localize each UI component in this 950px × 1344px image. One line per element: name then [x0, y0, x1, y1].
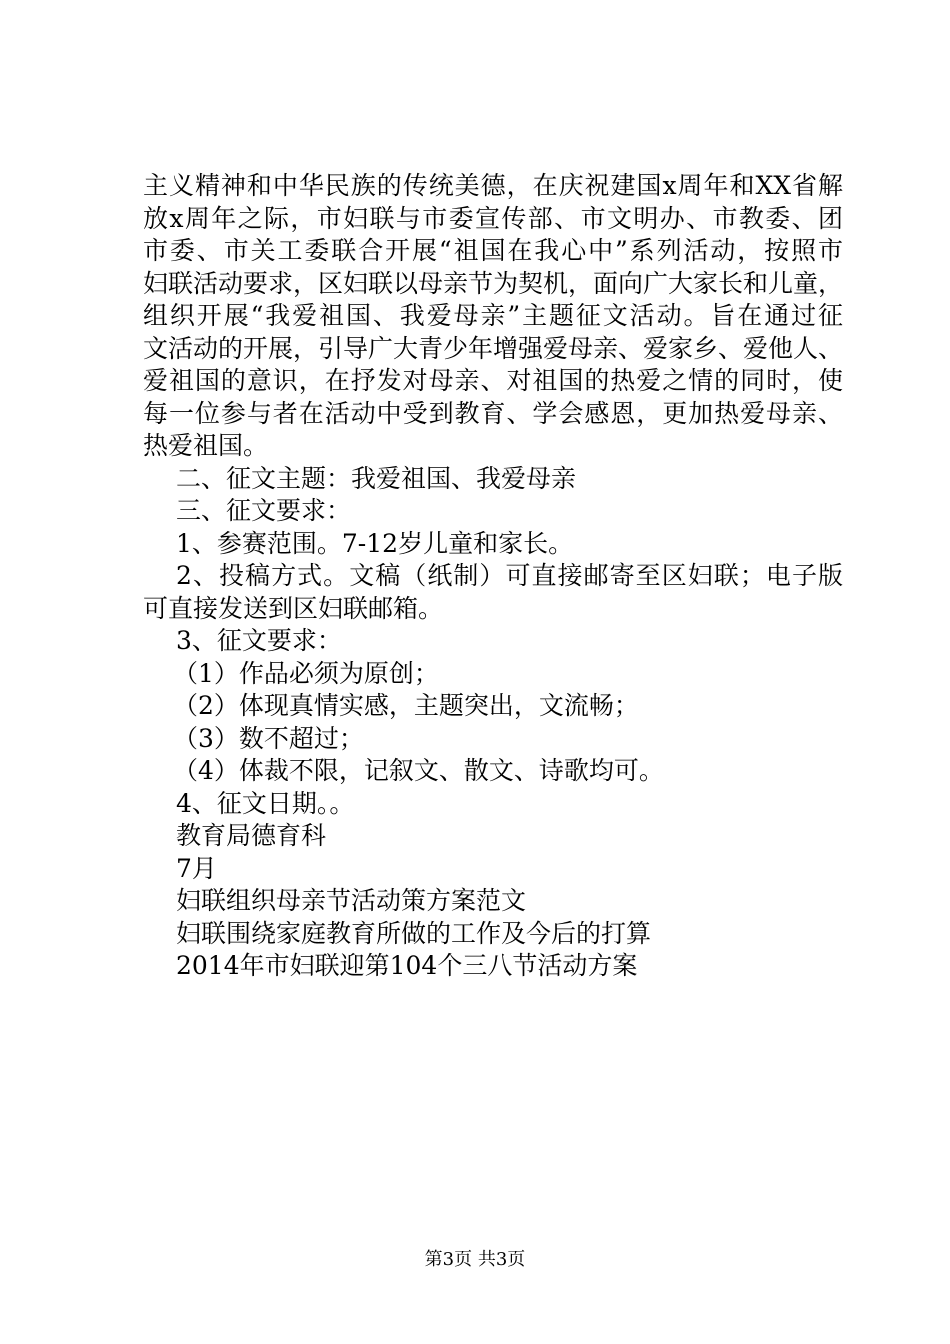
requirement-submission-line-1: 2、投稿方式。文稿（纸制）可直接邮寄至区妇联；电子版 — [176, 561, 843, 590]
requirement-date: 4、征文日期。。 — [176, 788, 355, 818]
intro-line-5: 组织开展“我爱祖国、我爱母亲”主题征文活动。旨在通过征 — [143, 301, 843, 330]
theme-heading: 二、征文主题：我爱祖国、我爱母亲 — [176, 463, 577, 493]
signature-date: 7月 — [176, 853, 217, 883]
intro-line-8: 每一位参与者在活动中受到教育、学会感恩，更加热爱母亲、 — [143, 398, 843, 428]
requirement-submission-line-2: 可直接发送到区妇联邮箱。 — [143, 593, 444, 623]
intro-line-1: 主义精神和中华民族的传统美德，在庆祝建国x周年和XX省解 — [143, 171, 843, 200]
intro-line-7: 爱祖国的意识，在抒发对母亲、对祖国的热爱之情的同时，使 — [143, 366, 843, 395]
related-article-1: 妇联组织母亲节活动策方案范文 — [176, 886, 527, 915]
requirement-essay-heading: 3、征文要求： — [176, 626, 342, 655]
requirement-scope: 1、参赛范围。7-12岁儿童和家长。 — [176, 528, 574, 558]
sub-requirement-2: （2）体现真情实感，主题突出，文流畅； — [173, 691, 639, 720]
related-article-2: 妇联围绕家庭教育所做的工作及今后的打算 — [176, 918, 652, 948]
intro-line-4: 妇联活动要求，区妇联以母亲节为契机，面向广大家长和儿童， — [143, 268, 844, 298]
intro-line-9: 热爱祖国。 — [143, 431, 269, 460]
requirements-heading: 三、征文要求： — [176, 496, 352, 525]
intro-line-6: 文活动的开展，引导广大青少年增强爱母亲、爱家乡、爱他人、 — [143, 333, 844, 363]
sub-requirement-3: （3）数不超过； — [173, 723, 364, 753]
page-number-footer: 第3页 共3页 — [424, 1249, 526, 1270]
sub-requirement-1: （1）作品必须为原创； — [173, 658, 439, 688]
intro-line-2: 放x周年之际，市妇联与市委宣传部、市文明办、市教委、团 — [143, 203, 843, 233]
document-body — [143, 170, 843, 983]
signature: 教育局德育科 — [176, 821, 327, 850]
related-article-3: 2014年市妇联迎第104个三八节活动方案 — [176, 951, 638, 980]
sub-requirement-4: （4）体裁不限，记叙文、散文、诗歌均可。 — [173, 756, 664, 785]
intro-line-3: 市委、市关工委联合开展“祖国在我心中”系列活动，按照市 — [143, 236, 843, 265]
